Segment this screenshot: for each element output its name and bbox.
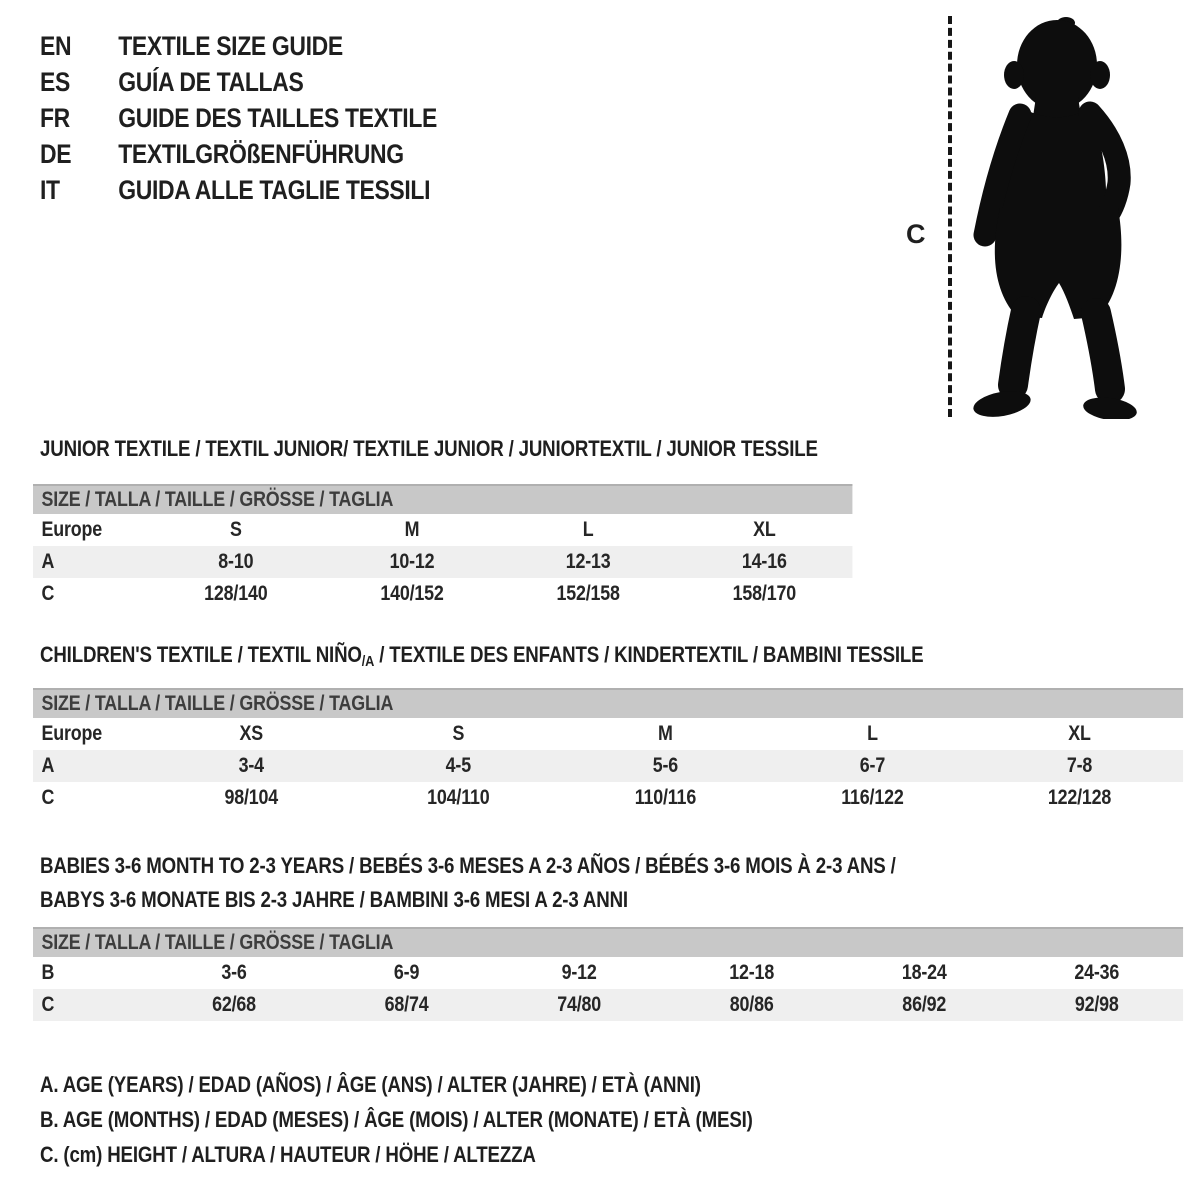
age-cell: 6-7 <box>859 754 886 777</box>
age-cell: 10-12 <box>389 550 435 573</box>
size-cell: L <box>582 518 594 541</box>
section-title-text: CHILDREN'S TEXTILE / TEXTIL NIÑO <box>40 642 362 667</box>
table-row-europe <box>33 718 1183 750</box>
size-header-label: SIZE / TALLA / TAILLE / GRÖSSE / TAGLIA <box>41 931 394 954</box>
size-cell: M <box>404 518 420 541</box>
age-cell: 9-12 <box>561 961 597 984</box>
age-cell: 7-8 <box>1066 754 1093 777</box>
size-header-bar <box>33 688 1183 718</box>
age-cell: 12-13 <box>565 550 611 573</box>
age-cell: 24-36 <box>1074 961 1120 984</box>
language-row-de <box>40 136 584 172</box>
guide-title: GUIDE DES TAILLES TEXTILE <box>118 102 437 133</box>
row-label: B <box>41 961 55 984</box>
table-row-height <box>33 782 1183 814</box>
height-cell: 128/140 <box>204 582 268 605</box>
legend-line-b: B. AGE (MONTHS) / EDAD (MESES) / ÂGE (MOIS) / ALTER (MONATE) / ETÀ (MESI) <box>40 1107 753 1132</box>
size-cell: XL <box>753 518 776 541</box>
height-cell: 152/158 <box>556 582 620 605</box>
table-row-europe <box>33 514 852 546</box>
table-row-height <box>33 578 852 610</box>
age-cell: 12-18 <box>729 961 775 984</box>
height-cell: 86/92 <box>902 993 947 1016</box>
row-label: A <box>41 550 55 573</box>
table-row-age <box>33 750 1183 782</box>
age-cell: 8-10 <box>218 550 254 573</box>
height-cell: 92/98 <box>1074 993 1119 1016</box>
height-cell: 122/128 <box>1047 786 1112 809</box>
height-cell: 140/152 <box>380 582 444 605</box>
legend-line-a: A. AGE (YEARS) / EDAD (AÑOS) / ÂGE (ANS) / ALTER (JAHRE) / ETÀ (ANNI) <box>40 1072 701 1097</box>
row-label: Europe <box>41 722 102 745</box>
language-row-en <box>40 28 584 64</box>
row-label: Europe <box>41 518 102 541</box>
language-code: FR <box>40 102 70 133</box>
language-row-fr <box>40 100 584 136</box>
height-cell: 158/170 <box>732 582 796 605</box>
size-cell: S <box>452 722 465 745</box>
age-cell: 3-4 <box>238 754 264 777</box>
age-cell: 4-5 <box>445 754 471 777</box>
language-title-list <box>40 28 584 208</box>
size-cell: L <box>867 722 878 745</box>
children-size-table <box>33 688 1183 814</box>
size-cell: XS <box>239 722 264 745</box>
height-cell: 98/104 <box>224 786 279 809</box>
legend-line-c: C. (cm) HEIGHT / ALTURA / HAUTEUR / HÖHE / ALTEZZA <box>40 1142 536 1167</box>
language-row-es <box>40 64 584 100</box>
age-cell: 5-6 <box>652 754 679 777</box>
size-header-label: SIZE / TALLA / TAILLE / GRÖSSE / TAGLIA <box>41 488 394 511</box>
language-code: EN <box>40 30 72 61</box>
height-cell: 110/116 <box>634 786 697 809</box>
table-row-months <box>33 957 1183 989</box>
age-cell: 14-16 <box>741 550 787 573</box>
row-label: C <box>41 786 55 809</box>
size-header-bar <box>33 484 852 514</box>
section-title-children <box>40 642 1179 670</box>
size-header-label: SIZE / TALLA / TAILLE / GRÖSSE / TAGLIA <box>41 692 394 715</box>
junior-size-table <box>33 484 852 610</box>
section-title-junior: JUNIOR TEXTILE / TEXTIL JUNIOR/ TEXTILE JUNIOR / JUNIORTEXTIL / JUNIOR TESSILE <box>40 436 818 461</box>
guide-title: TEXTILE SIZE GUIDE <box>118 30 343 61</box>
language-code: ES <box>40 66 70 97</box>
guide-title: TEXTILGRÖßENFÜHRUNG <box>118 138 404 169</box>
language-code: IT <box>40 174 60 205</box>
guide-title: GUIDA ALLE TAGLIE TESSILI <box>118 174 431 205</box>
section-title-subscript: /A <box>361 653 375 670</box>
section-title-line2: BABYS 3-6 MONATE BIS 2-3 JAHRE / BAMBINI 3-6 MESI A 2-3 ANNI <box>40 887 628 912</box>
size-cell: M <box>658 722 673 745</box>
height-measure-dotted-line <box>948 16 952 417</box>
section-title-text: / TEXTILE DES ENFANTS / KINDERTEXTIL / BAMBINI TESSILE <box>374 642 924 667</box>
baby-silhouette-icon <box>958 13 1140 419</box>
row-label: A <box>41 754 55 777</box>
height-cell: 80/86 <box>729 993 774 1016</box>
age-cell: 3-6 <box>221 961 247 984</box>
table-row-height <box>33 989 1183 1021</box>
row-label: C <box>41 582 55 605</box>
age-cell: 18-24 <box>901 961 947 984</box>
size-cell: XL <box>1068 722 1091 745</box>
guide-title: GUÍA DE TALLAS <box>118 66 304 97</box>
height-cell: 68/74 <box>384 993 429 1016</box>
height-cell: 104/110 <box>427 786 490 809</box>
size-cell: S <box>229 518 242 541</box>
height-measure-label: C <box>906 219 926 249</box>
section-title-line1: BABIES 3-6 MONTH TO 2-3 YEARS / BEBÉS 3-6 MESES A 2-3 AÑOS / BÉBÉS 3-6 MOIS À 2-3 ANS / <box>40 853 896 878</box>
size-header-bar <box>33 927 1183 957</box>
height-cell: 62/68 <box>212 993 256 1016</box>
babies-size-table <box>33 927 1183 1021</box>
age-cell: 6-9 <box>393 961 420 984</box>
language-code: DE <box>40 138 72 169</box>
height-cell: 116/122 <box>841 786 904 809</box>
height-cell: 74/80 <box>557 993 602 1016</box>
legend <box>40 1067 1179 1172</box>
row-label: C <box>41 993 55 1016</box>
language-row-it <box>40 172 584 208</box>
section-title-babies <box>40 849 1179 917</box>
table-row-age <box>33 546 852 578</box>
